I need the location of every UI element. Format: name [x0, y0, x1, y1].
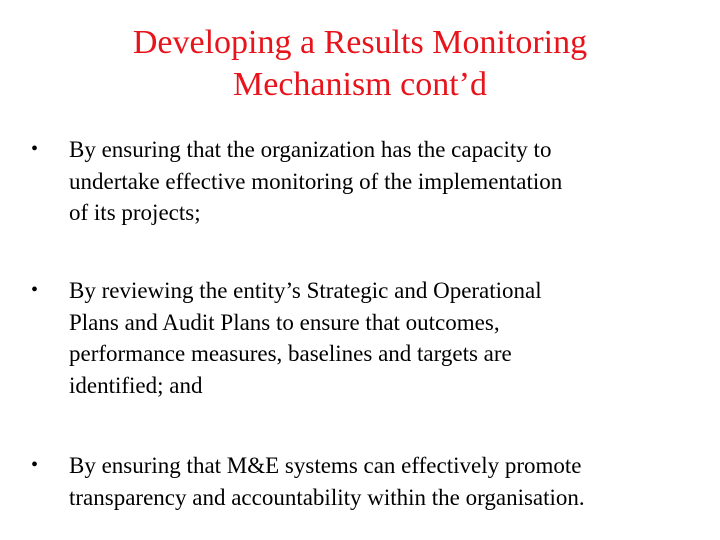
bullet-text: [69, 450, 684, 513]
bullet-line: By reviewing the entity’s Strategic and Operational: [69, 278, 542, 303]
slide-title: [40, 22, 680, 106]
bullet-line: of its projects;: [69, 200, 201, 225]
bullet-line: By ensuring that M&E systems can effectively promote: [69, 453, 582, 478]
slide-title-line-2: Mechanism cont’d: [233, 66, 487, 103]
bullet-marker-icon: •: [31, 454, 39, 476]
bullet-marker-icon: •: [31, 279, 39, 301]
bullet-marker-icon: •: [31, 138, 39, 160]
bullet-line: By ensuring that the organization has the capacity to: [69, 137, 552, 162]
slide-title-line-1: Developing a Results Monitoring: [132, 24, 588, 61]
bullet-text: [69, 275, 684, 401]
bullet-text: [69, 134, 684, 229]
bullet-line: identified; and: [69, 372, 203, 398]
bullet-line: transparency and accountability within the organisation.: [69, 484, 585, 510]
bullet-line: Plans and Audit Plans to ensure that outcomes,: [69, 309, 500, 335]
bullet-line: undertake effective monitoring of the implementation: [69, 168, 563, 194]
bullet-line: performance measures, baselines and targets are: [69, 341, 512, 366]
